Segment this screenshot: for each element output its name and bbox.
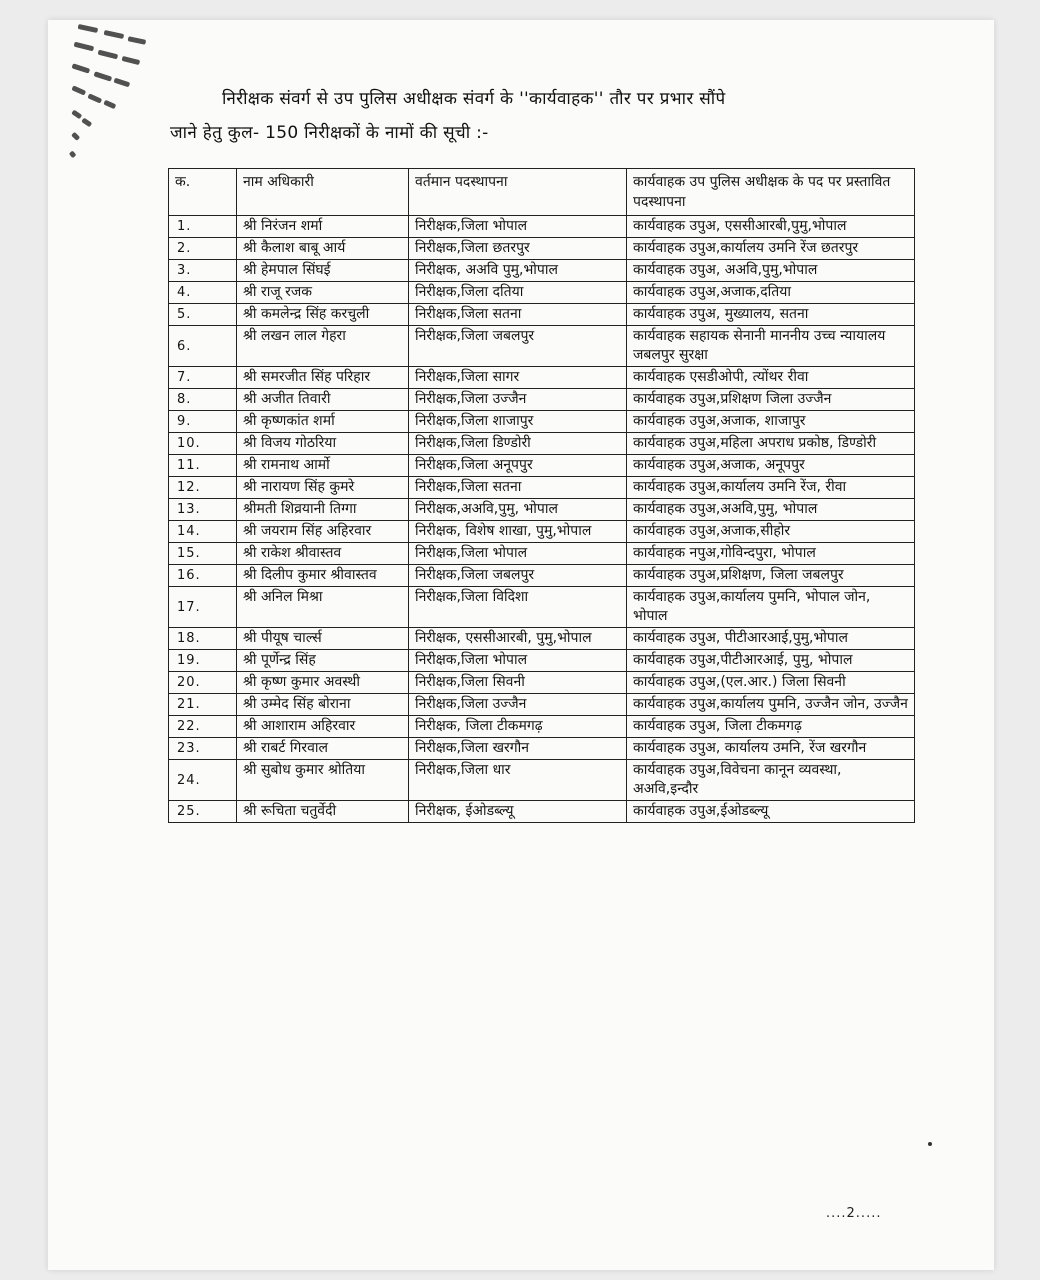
- cell-officer-name: श्री जयराम सिंह अहिरवार: [237, 521, 409, 543]
- cell-serial: 19.: [169, 650, 237, 672]
- cell-serial: 24.: [169, 760, 237, 801]
- cell-current-posting: निरीक्षक,जिला शाजापुर: [409, 411, 627, 433]
- cell-officer-name: श्री रामनाथ आर्मो: [237, 455, 409, 477]
- cell-serial: 18.: [169, 628, 237, 650]
- cell-serial: 15.: [169, 543, 237, 565]
- table-row: [169, 282, 915, 304]
- cell-officer-name: श्री कृष्ण कुमार अवस्थी: [237, 672, 409, 694]
- cell-current-posting: निरीक्षक,जिला भोपाल: [409, 650, 627, 672]
- cell-serial: 20.: [169, 672, 237, 694]
- cell-serial: 22.: [169, 716, 237, 738]
- cell-serial: 14.: [169, 521, 237, 543]
- cell-proposed-posting: कार्यवाहक उपुअ,कार्यालय पुमनि, भोपाल जोन, भोपाल: [627, 587, 915, 628]
- cell-proposed-posting: कार्यवाहक उपुअ, अअवि,पुमु,भोपाल: [627, 260, 915, 282]
- table-row: [169, 587, 915, 628]
- header-proposed-posting: कार्यवाहक उप पुलिस अधीक्षक के पद पर प्रस्तावित पदस्थापना: [627, 169, 915, 216]
- cell-serial: 9.: [169, 411, 237, 433]
- cell-serial: 4.: [169, 282, 237, 304]
- cell-serial: 13.: [169, 499, 237, 521]
- table-row: [169, 738, 915, 760]
- header-serial: क.: [169, 169, 237, 216]
- cell-officer-name: श्री दिलीप कुमार श्रीवास्तव: [237, 565, 409, 587]
- cell-proposed-posting: कार्यवाहक उपुअ,अअवि,पुमु, भोपाल: [627, 499, 915, 521]
- table-row: [169, 326, 915, 367]
- cell-current-posting: निरीक्षक,जिला धार: [409, 760, 627, 801]
- cell-current-posting: निरीक्षक,जिला जबलपुर: [409, 565, 627, 587]
- cell-officer-name: श्री अजीत तिवारी: [237, 389, 409, 411]
- cell-serial: 17.: [169, 587, 237, 628]
- cell-officer-name: श्री सुबोध कुमार श्रोतिया: [237, 760, 409, 801]
- cell-current-posting: निरीक्षक,जिला खरगौन: [409, 738, 627, 760]
- cell-officer-name: श्री राकेश श्रीवास्तव: [237, 543, 409, 565]
- table-row: [169, 477, 915, 499]
- cell-officer-name: श्री राबर्ट गिरवाल: [237, 738, 409, 760]
- table-row: [169, 389, 915, 411]
- cell-current-posting: निरीक्षक,जिला भोपाल: [409, 543, 627, 565]
- cell-serial: 25.: [169, 801, 237, 823]
- header-officer-name: नाम अधिकारी: [237, 169, 409, 216]
- cell-current-posting: निरीक्षक, विशेष शाखा, पुमु,भोपाल: [409, 521, 627, 543]
- table-row: [169, 694, 915, 716]
- cell-current-posting: निरीक्षक,जिला डिण्डोरी: [409, 433, 627, 455]
- cell-proposed-posting: कार्यवाहक उपुअ,अजाक, शाजापुर: [627, 411, 915, 433]
- cell-officer-name: श्री आशाराम अहिरवार: [237, 716, 409, 738]
- table-row: [169, 216, 915, 238]
- cell-serial: 11.: [169, 455, 237, 477]
- cell-officer-name: श्री पूर्णेन्द्र सिंह: [237, 650, 409, 672]
- cell-serial: 3.: [169, 260, 237, 282]
- table-row: [169, 260, 915, 282]
- cell-serial: 12.: [169, 477, 237, 499]
- cell-serial: 6.: [169, 326, 237, 367]
- table-row: [169, 455, 915, 477]
- cell-current-posting: निरीक्षक,जिला भोपाल: [409, 216, 627, 238]
- header-current-posting: वर्तमान पदस्थापना: [409, 169, 627, 216]
- cell-officer-name: श्रीमती शिव्रयानी तिग्गा: [237, 499, 409, 521]
- cell-current-posting: निरीक्षक,जिला अनूपपुर: [409, 455, 627, 477]
- cell-proposed-posting: कार्यवाहक सहायक सेनानी माननीय उच्च न्यायालय जबलपुर सुरक्षा: [627, 326, 915, 367]
- officer-list-table: [168, 168, 915, 823]
- cell-proposed-posting: कार्यवाहक उपुअ,पीटीआरआई, पुमु, भोपाल: [627, 650, 915, 672]
- heading-line-1: निरीक्षक संवर्ग से उप पुलिस अधीक्षक संवर्ग के ''कार्यवाहक'' तौर पर प्रभार सौंपे: [222, 89, 726, 109]
- cell-proposed-posting: कार्यवाहक उपुअ,कार्यालय पुमनि, उज्जैन जोन, उज्जैन: [627, 694, 915, 716]
- cell-current-posting: निरीक्षक, अअवि पुमु,भोपाल: [409, 260, 627, 282]
- table-row: [169, 801, 915, 823]
- cell-proposed-posting: कार्यवाहक उपुअ, जिला टीकमगढ़: [627, 716, 915, 738]
- cell-officer-name: श्री समरजीत सिंह परिहार: [237, 367, 409, 389]
- table-row: [169, 650, 915, 672]
- cell-current-posting: निरीक्षक, जिला टीकमगढ़: [409, 716, 627, 738]
- cell-officer-name: श्री नारायण सिंह कुमरे: [237, 477, 409, 499]
- cell-serial: 21.: [169, 694, 237, 716]
- cell-officer-name: श्री कैलाश बाबू आर्य: [237, 238, 409, 260]
- cell-proposed-posting: कार्यवाहक उपुअ, एससीआरबी,पुमु,भोपाल: [627, 216, 915, 238]
- cell-proposed-posting: कार्यवाहक उपुअ,अजाक, अनूपपुर: [627, 455, 915, 477]
- table-row: [169, 628, 915, 650]
- cell-serial: 5.: [169, 304, 237, 326]
- cell-officer-name: श्री कमलेन्द्र सिंह करचुली: [237, 304, 409, 326]
- cell-current-posting: निरीक्षक,जिला सिवनी: [409, 672, 627, 694]
- table-row: [169, 543, 915, 565]
- cell-proposed-posting: कार्यवाहक उपुअ, कार्यालय उमनि, रेंज खरगौन: [627, 738, 915, 760]
- table-row: [169, 411, 915, 433]
- cell-officer-name: श्री रूचिता चतुर्वेदी: [237, 801, 409, 823]
- cell-proposed-posting: कार्यवाहक उपुअ,महिला अपराध प्रकोष्ठ, डिण्डोरी: [627, 433, 915, 455]
- cell-officer-name: श्री राजू रजक: [237, 282, 409, 304]
- cell-serial: 1.: [169, 216, 237, 238]
- cell-proposed-posting: कार्यवाहक उपुअ,ईओडब्ल्यू: [627, 801, 915, 823]
- table-row: [169, 304, 915, 326]
- table-row: [169, 238, 915, 260]
- table-row: [169, 521, 915, 543]
- page-continuation-marker: ....2.....: [826, 1206, 882, 1221]
- document-heading: [170, 82, 930, 150]
- heading-line-2: जाने हेतु कुल- 150 निरीक्षकों के नामों की सूची :-: [170, 123, 489, 143]
- cell-current-posting: निरीक्षक,जिला दतिया: [409, 282, 627, 304]
- table-row: [169, 716, 915, 738]
- table-row: [169, 499, 915, 521]
- cell-proposed-posting: कार्यवाहक एसडीओपी, त्योंथर रीवा: [627, 367, 915, 389]
- cell-proposed-posting: कार्यवाहक उपुअ,प्रशिक्षण, जिला जबलपुर: [627, 565, 915, 587]
- cell-officer-name: श्री लखन लाल गेहरा: [237, 326, 409, 367]
- cell-serial: 16.: [169, 565, 237, 587]
- cell-serial: 8.: [169, 389, 237, 411]
- cell-proposed-posting: कार्यवाहक उपुअ, पीटीआरआई,पुमु,भोपाल: [627, 628, 915, 650]
- cell-current-posting: निरीक्षक,जिला उज्जैन: [409, 694, 627, 716]
- cell-officer-name: श्री विजय गोठरिया: [237, 433, 409, 455]
- cell-current-posting: निरीक्षक,जिला छतरपुर: [409, 238, 627, 260]
- cell-officer-name: श्री अनिल मिश्रा: [237, 587, 409, 628]
- table-row: [169, 760, 915, 801]
- cell-proposed-posting: कार्यवाहक उपुअ,प्रशिक्षण जिला उज्जैन: [627, 389, 915, 411]
- cell-current-posting: निरीक्षक,जिला सतना: [409, 477, 627, 499]
- cell-proposed-posting: कार्यवाहक उपुअ,अजाक,सीहोर: [627, 521, 915, 543]
- punch-holes-shadow: [68, 22, 158, 172]
- cell-proposed-posting: कार्यवाहक उपुअ,कार्यालय उमनि रेंज छतरपुर: [627, 238, 915, 260]
- ink-dot: [928, 1142, 932, 1146]
- cell-proposed-posting: कार्यवाहक उपुअ,(एल.आर.) जिला सिवनी: [627, 672, 915, 694]
- cell-current-posting: निरीक्षक, एससीआरबी, पुमु,भोपाल: [409, 628, 627, 650]
- cell-proposed-posting: कार्यवाहक उपुअ, मुख्यालय, सतना: [627, 304, 915, 326]
- cell-serial: 10.: [169, 433, 237, 455]
- table-header-row: [169, 169, 915, 216]
- cell-proposed-posting: कार्यवाहक उपुअ,अजाक,दतिया: [627, 282, 915, 304]
- cell-proposed-posting: कार्यवाहक नपुअ,गोविन्दपुरा, भोपाल: [627, 543, 915, 565]
- cell-officer-name: श्री पीयूष चार्ल्स: [237, 628, 409, 650]
- cell-serial: 2.: [169, 238, 237, 260]
- cell-officer-name: श्री निरंजन शर्मा: [237, 216, 409, 238]
- cell-officer-name: श्री कृष्णकांत शर्मा: [237, 411, 409, 433]
- cell-current-posting: निरीक्षक,जिला विदिशा: [409, 587, 627, 628]
- cell-serial: 23.: [169, 738, 237, 760]
- cell-officer-name: श्री हेमपाल सिंघई: [237, 260, 409, 282]
- cell-proposed-posting: कार्यवाहक उपुअ,विवेचना कानून व्यवस्था, अअवि,इन्दौर: [627, 760, 915, 801]
- cell-current-posting: निरीक्षक,जिला उज्जैन: [409, 389, 627, 411]
- table-row: [169, 367, 915, 389]
- table-row: [169, 672, 915, 694]
- cell-current-posting: निरीक्षक,जिला सतना: [409, 304, 627, 326]
- cell-current-posting: निरीक्षक,अअवि,पुमु, भोपाल: [409, 499, 627, 521]
- cell-serial: 7.: [169, 367, 237, 389]
- cell-current-posting: निरीक्षक,जिला जबलपुर: [409, 326, 627, 367]
- cell-officer-name: श्री उम्मेद सिंह बोराना: [237, 694, 409, 716]
- cell-proposed-posting: कार्यवाहक उपुअ,कार्यालय उमनि रेंज, रीवा: [627, 477, 915, 499]
- cell-current-posting: निरीक्षक, ईओडब्ल्यू: [409, 801, 627, 823]
- cell-current-posting: निरीक्षक,जिला सागर: [409, 367, 627, 389]
- table-row: [169, 565, 915, 587]
- table-row: [169, 433, 915, 455]
